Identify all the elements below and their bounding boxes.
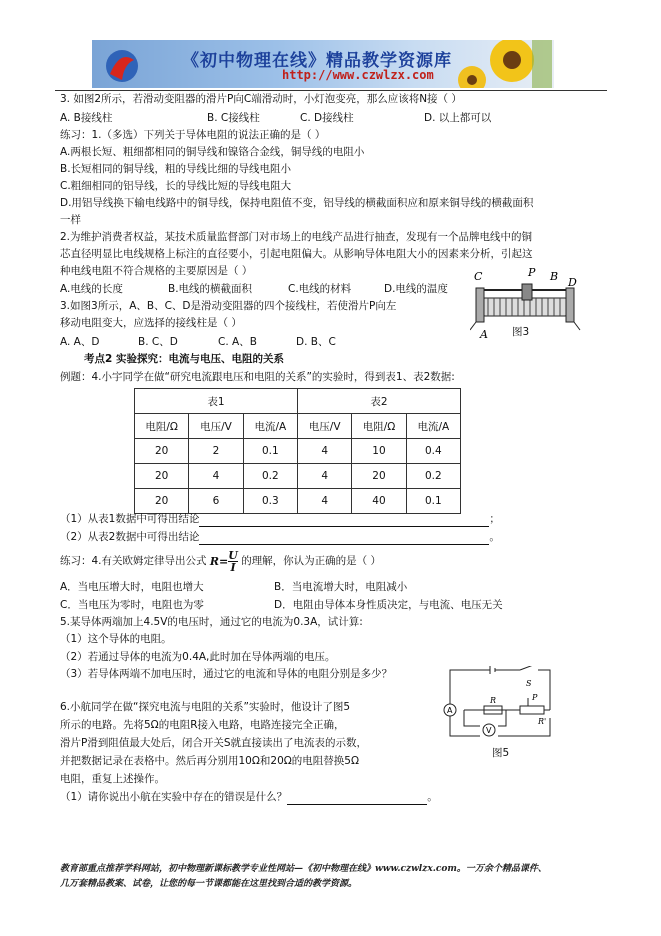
q3-option-d: D. 以上都可以 xyxy=(424,112,492,124)
circuit-diagram xyxy=(440,666,560,756)
table-header-row xyxy=(135,414,461,439)
page-footer xyxy=(60,862,620,892)
practice2-option-c: C.电线的材料 xyxy=(288,283,352,295)
example4-q2-answer-blank[interactable] xyxy=(199,530,489,545)
formula-eq: = xyxy=(219,554,229,568)
practice4-pre: 练习：4.有关欧姆定律导出公式 xyxy=(60,555,207,567)
resistor-label: R xyxy=(490,696,497,705)
example4-q1-label: （1）从表1数据中可得出结论 xyxy=(60,513,200,525)
header-cell: 电压/V xyxy=(298,414,352,439)
example4-q2-end: 。 xyxy=(489,531,500,543)
ammeter-label: A xyxy=(447,706,453,715)
example4-stem: 例题：4.小宇同学在做“研究电流跟电压和电阻的关系”的实验时，得到表1、表2数据: xyxy=(60,371,455,383)
q6-sub1-end: 。 xyxy=(427,791,438,803)
practice1-option-d: D.用铝导线换下输电线路中的铜导线，保持电阻值不变，铝导线的横截面积应和原来铜导线的横截面积 xyxy=(60,197,534,209)
practice4-option-c: C．当电压为零时，电阻也为零 xyxy=(60,599,204,611)
label-b: B xyxy=(550,270,559,283)
table-cell: 0.2 xyxy=(243,464,297,489)
table-cell: 20 xyxy=(135,464,189,489)
table-cell: 0.1 xyxy=(406,489,460,514)
footer-line2: 几万套精品教案、试卷，让您的每一节课都能在这里找到合适的教学资源。 xyxy=(60,879,358,889)
q3-option-c: C. D接线柱 xyxy=(300,112,354,124)
practice2-option-a: A.电线的长度 xyxy=(60,283,123,295)
practice2-line2: 芯直径明显比电线规格上标注的直径要小，引起电阻偏大。从影响导体电阻大小的因素来分析，引起这 xyxy=(60,248,533,260)
header-cell: 电流/A xyxy=(406,414,460,439)
q6-sub1-answer-blank[interactable] xyxy=(287,790,427,805)
table-cell: 4 xyxy=(298,464,352,489)
q6-sub1 xyxy=(60,790,438,805)
practice3-line2: 移动电阻变大，应选择的接线柱是（ ） xyxy=(60,317,242,329)
ohm-formula xyxy=(210,550,238,573)
practice2-option-d: D.电线的温度 xyxy=(384,283,448,295)
figure5-caption: 图5 xyxy=(492,747,510,759)
table-cell: 20 xyxy=(352,464,406,489)
example4-q1 xyxy=(60,512,500,527)
table-cell: 0.2 xyxy=(406,464,460,489)
q6-sub1-label: （1）请你说出小航在实验中存在的错误是什么？ xyxy=(60,791,288,803)
example4-q2 xyxy=(60,530,500,545)
footer-line1: 教育部重点推荐学科网站，初中物理新课标教学专业性网站—《初中物理在线》www.czwlzx.com。一万余个精品课件、 xyxy=(60,864,547,874)
data-tables xyxy=(134,388,461,514)
formula-r: R xyxy=(209,554,220,568)
table-cell: 0.1 xyxy=(243,439,297,464)
q5-sub1: （1）这个导体的电阻。 xyxy=(60,633,172,645)
table2-title: 表2 xyxy=(298,389,461,414)
banner-url: http://www.czwlzx.com xyxy=(282,68,434,82)
practice4-post: 的理解，你认为正确的是（ ） xyxy=(241,555,382,567)
header-rule xyxy=(55,90,607,91)
practice1-option-b: B.长短相同的铜导线，粗的导线比细的导线电阻小 xyxy=(60,163,292,175)
header-banner xyxy=(92,40,554,88)
q3-option-b: B. C接线柱 xyxy=(207,112,260,124)
figure5-circuit xyxy=(440,666,560,756)
practice1-stem: 练习：1.（多选）下列关于导体电阻的说法正确的是（ ） xyxy=(60,129,326,141)
table-cell: 10 xyxy=(352,439,406,464)
label-a: A xyxy=(480,328,488,341)
table-row xyxy=(135,464,461,489)
voltmeter-label: V xyxy=(486,726,492,735)
practice4-option-d: D．电阻由导体本身性质决定，与电流、电压无关 xyxy=(274,599,503,611)
figure3-caption: 图3 xyxy=(512,326,530,338)
label-d: D xyxy=(568,276,577,289)
q6-line1: 6.小航同学在做“探究电流与电阻的关系”实验时，他设计了图5 xyxy=(60,701,351,713)
table1-title: 表1 xyxy=(135,389,298,414)
rheostat-label: R' xyxy=(538,717,547,726)
formula-denominator: I xyxy=(230,560,236,574)
practice2-line3: 种电线电阻不符合规格的主要原因是（ ） xyxy=(60,265,253,277)
header-cell: 电压/V xyxy=(189,414,243,439)
table-cell: 20 xyxy=(135,439,189,464)
example4-q1-answer-blank[interactable] xyxy=(199,512,489,527)
table-cell: 4 xyxy=(189,464,243,489)
table-cell: 20 xyxy=(135,489,189,514)
section-point2-title: 考点2 实验探究：电流与电压、电阻的关系 xyxy=(84,353,284,365)
q3-stem: 3. 如图2所示，若滑动变阻器的滑片P向C端滑动时，小灯泡变亮，那么应该将N接（ ） xyxy=(60,93,462,105)
slider-label: P xyxy=(532,693,538,702)
q6-line4: 并把数据记录在表格中。然后再分别用10Ω和20Ω的电阻替换5Ω xyxy=(60,755,359,767)
practice4-option-b: B．当电流增大时，电阻减小 xyxy=(274,581,408,593)
formula-numerator: U xyxy=(228,548,238,562)
q6-line2: 所示的电路。先将5Ω的电阻R接入电路，电路连接完全正确， xyxy=(60,719,345,731)
practice2-option-b: B.电线的横截面积 xyxy=(168,283,253,295)
q3-option-a: A. B接线柱 xyxy=(60,112,113,124)
table-cell: 4 xyxy=(298,489,352,514)
q5-sub2: （2）若通过导体的电流为0.4A,此时加在导体两端的电压。 xyxy=(60,651,336,663)
header-cell: 电阻/Ω xyxy=(135,414,189,439)
table-row xyxy=(135,489,461,514)
practice3-option-a: A. A、D xyxy=(60,336,100,348)
table-cell: 0.3 xyxy=(243,489,297,514)
practice1-option-a: A.两根长短、粗细都相同的铜导线和镍铬合金线，铜导线的电阻小 xyxy=(60,146,365,158)
example4-q2-label: （2）从表2数据中可得出结论 xyxy=(60,531,200,543)
q5-sub3: （3）若导体两端不加电压时，通过它的电流和导体的电阻分别是多少？ xyxy=(60,668,393,680)
label-p: P xyxy=(528,266,536,279)
practice2-line1: 2.为维护消费者权益，某技术质量监督部门对市场上的电线产品进行抽查，发现有一个品牌电线中的铜 xyxy=(60,231,533,243)
practice3-line1: 3.如图3所示，A、B、C、D是滑动变阻器的四个接线柱，若使滑片P向左 xyxy=(60,300,397,312)
table-cell: 0.4 xyxy=(406,439,460,464)
practice3-option-b: B. C、D xyxy=(138,336,178,348)
practice3-option-c: C. A、B xyxy=(218,336,257,348)
table-cell: 6 xyxy=(189,489,243,514)
practice4-option-a: A．当电压增大时，电阻也增大 xyxy=(60,581,204,593)
header-cell: 电阻/Ω xyxy=(352,414,406,439)
header-cell: 电流/A xyxy=(243,414,297,439)
banner-title: 《初中物理在线》精品教学资源库 xyxy=(182,51,452,71)
example4-q1-end: ； xyxy=(489,513,500,525)
switch-label: S xyxy=(526,679,532,688)
label-c: C xyxy=(474,270,483,283)
q6-line5: 电阻，重复上述操作。 xyxy=(60,773,165,785)
table-cell: 2 xyxy=(189,439,243,464)
table-cell: 4 xyxy=(298,439,352,464)
table-cell: 40 xyxy=(352,489,406,514)
practice1-option-c: C.粗细相同的铝导线，长的导线比短的导线电阻大 xyxy=(60,180,292,192)
practice4-stem xyxy=(60,548,381,574)
practice1-option-d-cont: 一样 xyxy=(60,214,81,226)
table-row xyxy=(135,439,461,464)
q6-line3: 滑片P滑到阻值最大处后，闭合开关S就直接读出了电流表的示数， xyxy=(60,737,367,749)
practice3-option-d: D. B、C xyxy=(296,336,336,348)
q5-stem: 5.某导体两端加上4.5V的电压时，通过它的电流为0.3A，试计算: xyxy=(60,616,363,628)
